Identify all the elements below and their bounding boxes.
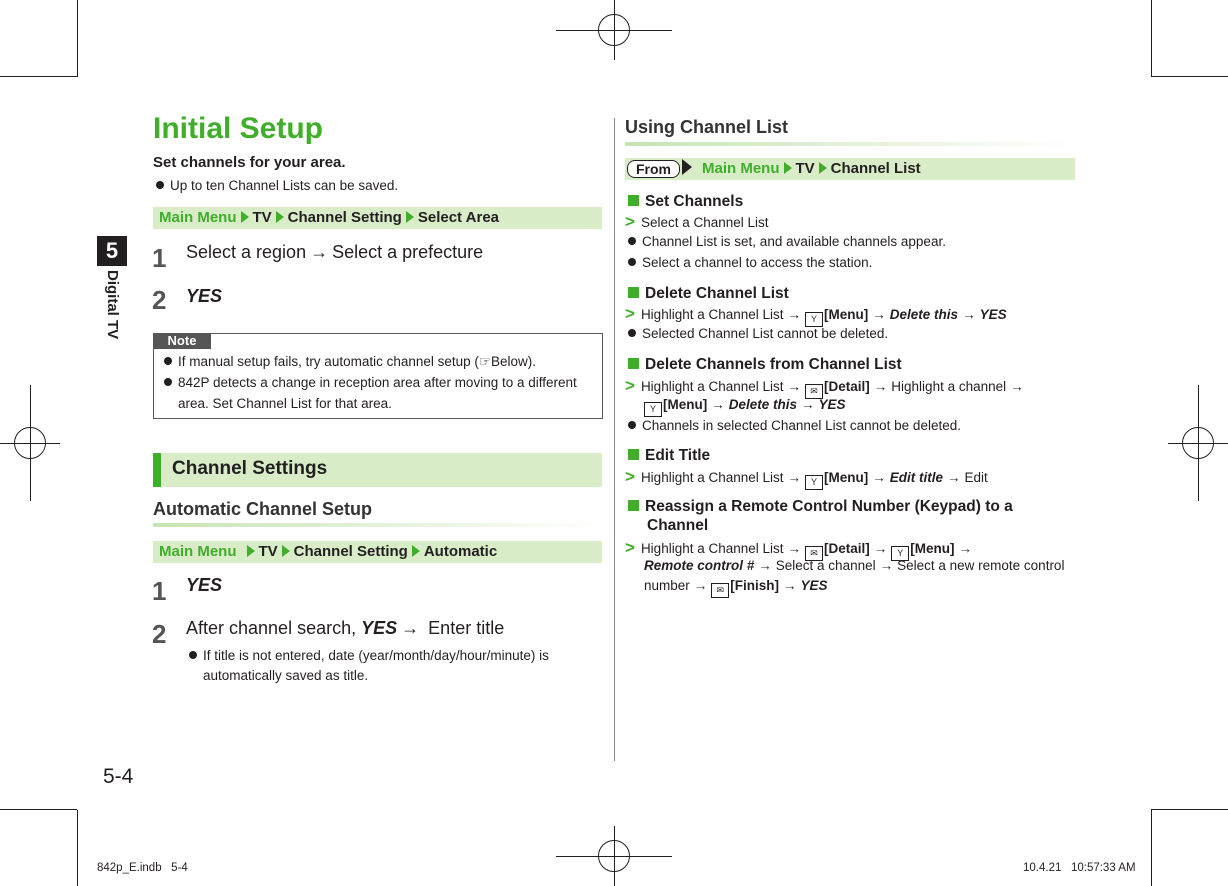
bullet: Selected Channel List cannot be deleted. xyxy=(628,326,888,341)
heading-underline xyxy=(625,142,1075,146)
delete-channels-heading: Delete Channels from Channel List xyxy=(628,356,902,374)
menu-path-channel-list: From Main Menu TV Channel List xyxy=(625,158,1075,180)
menu-key-icon: Y xyxy=(644,402,662,417)
from-badge: From xyxy=(627,160,680,178)
menu-path-automatic: Main Menu TV Channel Setting Automatic xyxy=(153,541,602,563)
step-yes: YES xyxy=(186,575,223,595)
menu-key-icon: Y xyxy=(805,312,823,327)
page-subtitle: Set channels for your area. xyxy=(153,154,346,171)
reassign-heading-continued: Channel xyxy=(647,517,709,534)
edit-title-heading: Edit Title xyxy=(628,447,710,465)
note-item-continued: area. Set Channel List for that area. xyxy=(178,396,392,411)
procedure-step: > Highlight a Channel List → Y [Menu] → Edit title → Edit xyxy=(625,467,988,490)
heading-underline xyxy=(153,523,602,527)
note-item: If manual setup fails, try automatic channel setup (☞Below). xyxy=(164,354,536,370)
bullet-title-default: If title is not entered, date (year/month/day/hour/minute) is xyxy=(189,648,549,663)
reassign-heading: Reassign a Remote Control Number (Keypad) to a xyxy=(628,498,1013,516)
step-number: 2 xyxy=(152,285,167,315)
page-number: 5-4 xyxy=(103,765,134,788)
note-item: 842P detects a change in reception area after moving to a different xyxy=(164,375,577,390)
set-channels-heading: Set Channels xyxy=(628,193,743,211)
page-title: Initial Setup xyxy=(153,112,324,145)
procedure-step: > Highlight a Channel List → ✉ [Detail] → Y [Menu] → xyxy=(625,538,976,561)
bullet-channel-lists: Up to ten Channel Lists can be saved. xyxy=(156,178,398,193)
mail-key-icon: ✉ xyxy=(805,384,823,399)
pointer-icon: ☞ xyxy=(478,354,492,369)
step-select-region: Select a region → Select a prefecture xyxy=(186,242,484,262)
menu-key-icon: Y xyxy=(805,475,823,490)
menu-path-select-area: Main Menu TV Channel Setting Select Area xyxy=(153,207,602,229)
procedure-step: > Highlight a Channel List → ✉ [Detail] → Highlight a channel → xyxy=(625,376,1028,399)
step-yes: YES xyxy=(186,286,223,306)
chapter-label: Digital TV xyxy=(104,270,121,340)
mail-key-icon: ✉ xyxy=(805,546,823,561)
step-number: 1 xyxy=(152,576,167,606)
bullet: Select a channel to access the station. xyxy=(628,255,872,270)
step-enter-title: After channel search, YES → Enter title xyxy=(186,618,505,638)
mail-key-icon: ✉ xyxy=(711,583,729,598)
delete-channel-list-heading: Delete Channel List xyxy=(628,285,789,303)
procedure-step-continued: number → ✉ [Finish] → YES xyxy=(644,578,828,598)
procedure-step-continued: Remote control # → Select a channel → Select a new remote control xyxy=(644,558,1065,573)
footer-file: 842p_E.indb 5-4 xyxy=(97,862,188,874)
procedure-step-continued: Y [Menu] → Delete this → YES xyxy=(644,397,846,417)
chapter-number: 5 xyxy=(97,236,127,266)
right-heading: Using Channel List xyxy=(625,117,789,137)
bullet: Channel List is set, and available channels appear. xyxy=(628,234,946,249)
bullet: Channels in selected Channel List cannot be deleted. xyxy=(628,418,961,433)
bullet-title-default-continued: automatically saved as title. xyxy=(203,668,369,683)
procedure-step: > Highlight a Channel List → Y [Menu] → Delete this → YES xyxy=(625,304,1007,327)
step-number: 1 xyxy=(152,243,167,273)
footer-timestamp: 10.4.21 10:57:33 AM xyxy=(1023,862,1136,874)
section-header: Channel Settings xyxy=(153,453,602,487)
column-divider xyxy=(614,118,615,761)
procedure-step: > Select a Channel List xyxy=(625,212,769,231)
subsection-heading: Automatic Channel Setup xyxy=(153,499,373,519)
step-number: 2 xyxy=(152,619,167,649)
menu-key-icon: Y xyxy=(891,546,909,561)
note-label: Note xyxy=(153,333,211,349)
